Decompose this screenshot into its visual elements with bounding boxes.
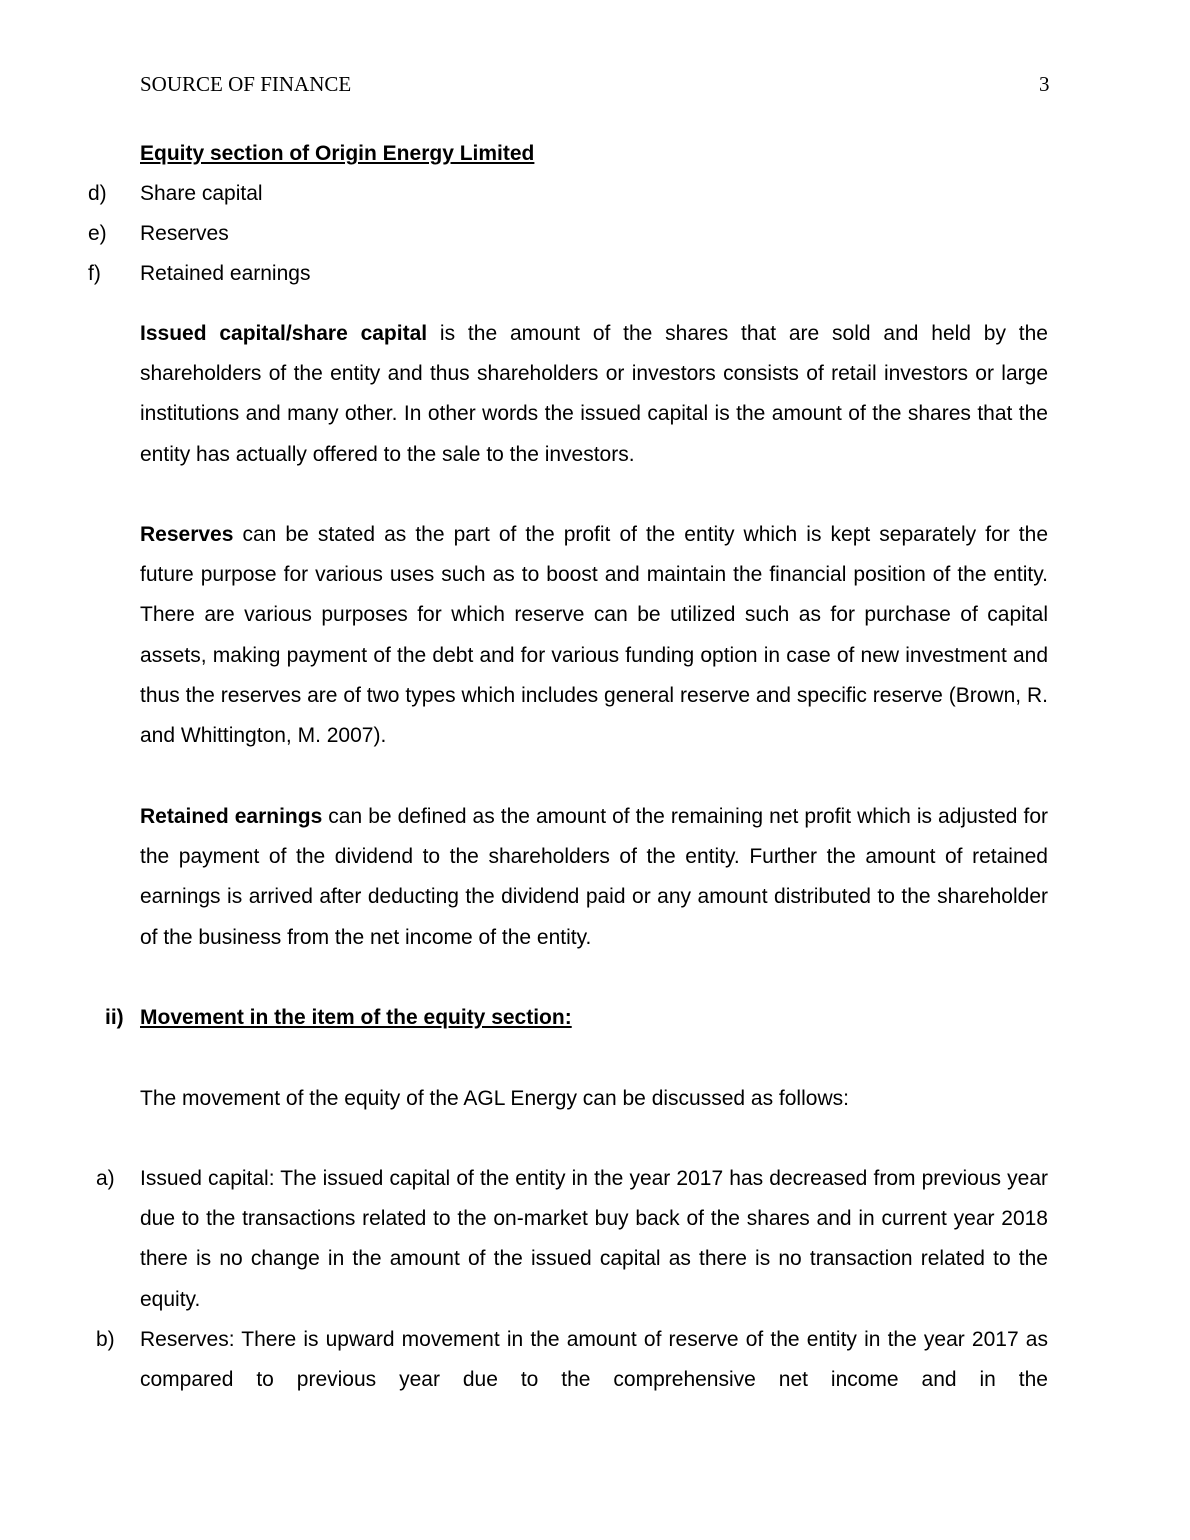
term: Retained earnings <box>140 805 323 828</box>
equity-item <box>88 254 1048 294</box>
list-marker: b) <box>96 1328 115 1351</box>
movement-text: Issued capital: The issued capital of the entity in the year 2017 has decreased from previous year due to the transactions related to the on-market buy back of the shares and in current year 2018 there is no change in the amount of the issued capital as there is no transaction related to the equity. <box>140 1167 1048 1311</box>
equity-item <box>88 174 1048 214</box>
section-heading-text: Equity section of Origin Energy Limited <box>140 142 535 165</box>
intro-sentence: The movement of the equity of the AGL Energy can be discussed as follows: <box>140 1087 849 1110</box>
section-heading <box>140 134 1048 174</box>
paragraph-reserves <box>140 515 1048 756</box>
subsection-title: Movement in the item of the equity section: <box>140 1006 572 1029</box>
page-number: 3 <box>1039 72 1050 96</box>
list-marker: a) <box>96 1167 115 1190</box>
definition: can be stated as the part of the profit of the entity which is kept separately for the future purpose for various uses such as to boost and maintain the financial position of the entity. There are various purposes for which reserve can be utilized such as for purchase of capital assets, making payment of the debt and for various funding option in case of new investment and thus the reserves are of two types which includes general reserve and specific reserve (Brown, R. and Whittington, M. 2007). <box>140 523 1048 748</box>
movement-item <box>96 1320 1048 1400</box>
list-item-label: Share capital <box>140 182 263 205</box>
term: Reserves <box>140 523 234 546</box>
list-item-label: Retained earnings <box>140 262 311 285</box>
subsection-heading <box>105 998 1048 1038</box>
paragraph-issued-capital <box>140 314 1048 475</box>
list-marker: d) <box>88 182 107 205</box>
definition: is the amount of the shares that are sold and held by the shareholders of the entity and thus shareholders or investors consists of retail investors or large institutions and many other. In other words the issued capital is the amount of the shares that the entity has actually offered to the sale to the investors. <box>140 322 1048 466</box>
running-header: SOURCE OF FINANCE <box>140 72 352 96</box>
list-marker: e) <box>88 222 107 245</box>
term: Issued capital/share capital <box>140 322 428 345</box>
movement-item <box>96 1159 1048 1320</box>
paragraph-retained-earnings <box>140 797 1048 958</box>
subsection-marker: ii) <box>105 1006 124 1029</box>
list-marker: f) <box>88 262 101 285</box>
movement-text: Reserves: There is upward movement in the amount of reserve of the entity in the year 2017 as compared to previous year due to the comprehensive net income and in the <box>140 1328 1048 1392</box>
definition: can be defined as the amount of the remaining net profit which is adjusted for the payment of the dividend to the shareholders of the entity. Further the amount of retained earnings is arrived after deducting the dividend paid or any amount distributed to the shareholder of the business from the net income of the entity. <box>140 805 1048 949</box>
list-item-label: Reserves <box>140 222 229 245</box>
equity-item <box>88 214 1048 254</box>
